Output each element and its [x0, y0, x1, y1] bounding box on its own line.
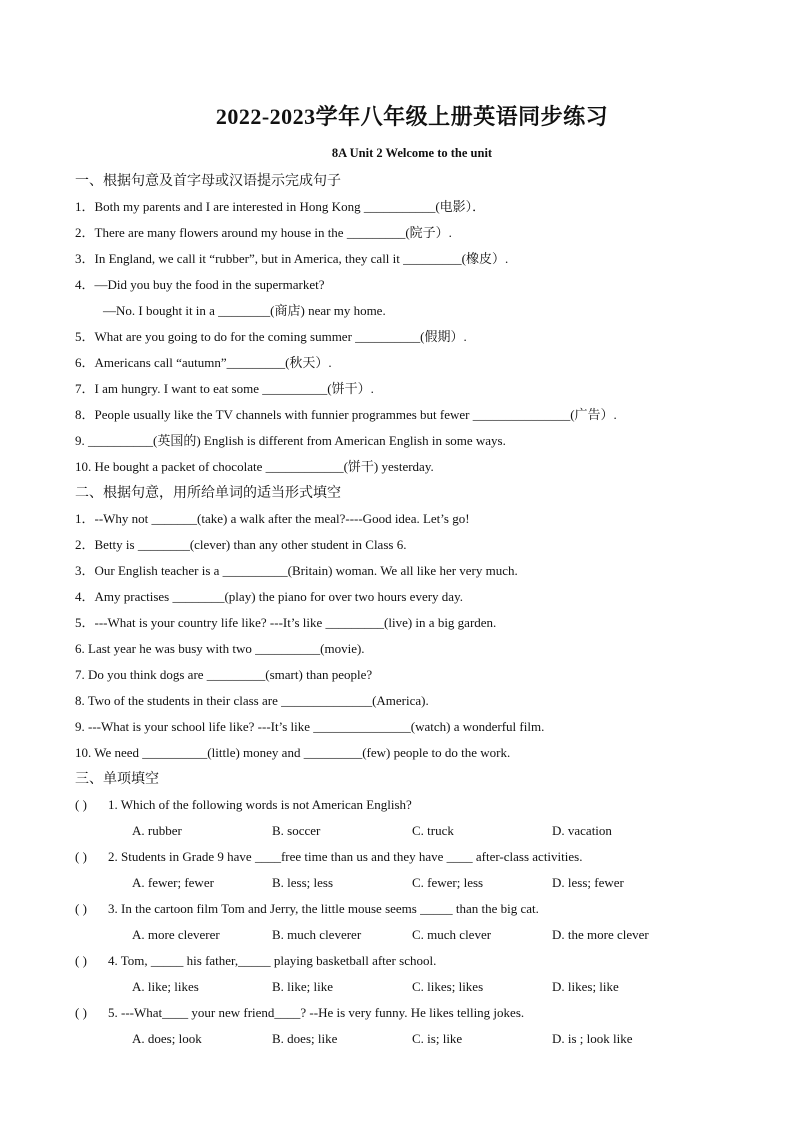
mc-question-3: [75, 896, 725, 922]
section1-heading: 一、根据句意及首字母或汉语提示完成句子: [75, 173, 341, 189]
option-a: A. like; likes: [132, 979, 199, 994]
s2-item-9: 9. ---What is your school life like? ---It’s like _______________(watch) a wonderful film.: [75, 719, 545, 734]
option-c: C. is; like: [412, 1031, 463, 1046]
s2-item-2: 2．Betty is ________(clever) than any other student in Class 6.: [75, 537, 407, 552]
section3-heading: 三、单项填空: [75, 771, 159, 787]
s2-item-8: 8. Two of the students in their class are ______________(America).: [75, 693, 429, 708]
mc-options-4: [75, 974, 725, 1000]
s2-item-3: 3．Our English teacher is a __________(Britain) woman. We all like her very much.: [75, 563, 518, 578]
option-d: D. less; fewer: [552, 875, 624, 890]
s1-item-9: 9. __________(英国的) English is different from American English in some ways.: [75, 433, 506, 448]
option-b: B. does; like: [272, 1031, 338, 1046]
s1-item-2: 2．There are many flowers around my house in the _________(院子）.: [75, 225, 452, 240]
option-b: B. like; like: [272, 979, 334, 994]
page-subtitle: 8A Unit 2 Welcome to the unit: [331, 146, 493, 160]
mc-question-4: [75, 948, 725, 974]
mc-question-1: [75, 792, 725, 818]
option-d: D. the more clever: [552, 927, 649, 942]
s1-item-4-answer: —No. I bought it in a ________(商店) near my home.: [103, 303, 386, 318]
option-b: B. soccer: [272, 823, 321, 838]
s1-item-4: 4．—Did you buy the food in the supermarket?: [75, 277, 325, 292]
section2-heading: 二、根据句意，用所给单词的适当形式填空: [75, 485, 341, 501]
mc-options-3: [75, 922, 725, 948]
option-b: B. much cleverer: [272, 927, 362, 942]
mc-options-5: [75, 1026, 725, 1052]
s1-item-10: 10. He bought a packet of chocolate ____________(饼干) yesterday.: [75, 459, 434, 474]
s1-item-7: 7．I am hungry. I want to eat some __________(饼干）.: [75, 381, 374, 396]
option-d: D. likes; like: [552, 979, 619, 994]
answer-blank: ( ): [75, 901, 87, 916]
question-text: 3. In the cartoon film Tom and Jerry, the little mouse seems _____ than the big cat.: [108, 901, 539, 916]
mc-options-1: [75, 818, 725, 844]
option-a: A. rubber: [132, 823, 182, 838]
answer-blank: ( ): [75, 797, 87, 812]
option-c: C. much clever: [412, 927, 492, 942]
question-text: 4. Tom, _____ his father,_____ playing basketball after school.: [108, 953, 437, 968]
answer-blank: ( ): [75, 1005, 87, 1020]
s1-item-5: 5．What are you going to do for the coming summer __________(假期）.: [75, 329, 467, 344]
s2-item-4: 4．Amy practises ________(play) the piano for over two hours every day.: [75, 589, 463, 604]
s1-item-8: 8．People usually like the TV channels with funnier programmes but fewer _______________(广告）.: [75, 407, 617, 422]
s1-item-6: 6．Americans call “autumn”_________(秋天）.: [75, 355, 332, 370]
question-text: 2. Students in Grade 9 have ____free time than us and they have ____ after-class activities.: [108, 849, 583, 864]
s2-item-7: 7. Do you think dogs are _________(smart) than people?: [75, 667, 373, 682]
option-d: D. is ; look like: [552, 1031, 633, 1046]
s2-item-1: 1．--Why not _______(take) a walk after the meal?----Good idea. Let’s go!: [75, 511, 470, 526]
answer-blank: ( ): [75, 953, 87, 968]
worksheet-content: [75, 168, 725, 1052]
option-d: D. vacation: [552, 823, 612, 838]
mc-options-2: [75, 870, 725, 896]
s1-item-3: 3．In England, we call it “rubber”, but in America, they call it _________(橡皮）.: [75, 251, 509, 266]
s2-item-5: 5．---What is your country life like? ---It’s like _________(live) in a big garden.: [75, 615, 497, 630]
mc-question-5: [75, 1000, 725, 1026]
option-b: B. less; less: [272, 875, 334, 890]
question-text: 5. ---What____ your new friend____? --He is very funny. He likes telling jokes.: [108, 1005, 525, 1020]
option-a: A. does; look: [132, 1031, 202, 1046]
s1-item-1: 1．Both my parents and I are interested in Hong Kong ___________(电影）．: [75, 199, 486, 214]
s2-item-10: 10. We need __________(little) money and _________(few) people to do the work.: [75, 745, 511, 760]
s2-item-6: 6. Last year he was busy with two __________(movie).: [75, 641, 365, 656]
page-title: 2022-2023学年八年级上册英语同步练习: [215, 104, 609, 129]
option-a: A. more cleverer: [132, 927, 220, 942]
answer-blank: ( ): [75, 849, 87, 864]
mc-question-2: [75, 844, 725, 870]
question-text: 1. Which of the following words is not American English?: [108, 797, 412, 812]
option-c: C. likes; likes: [412, 979, 484, 994]
option-a: A. fewer; fewer: [132, 875, 214, 890]
option-c: C. fewer; less: [412, 875, 484, 890]
option-c: C. truck: [412, 823, 454, 838]
